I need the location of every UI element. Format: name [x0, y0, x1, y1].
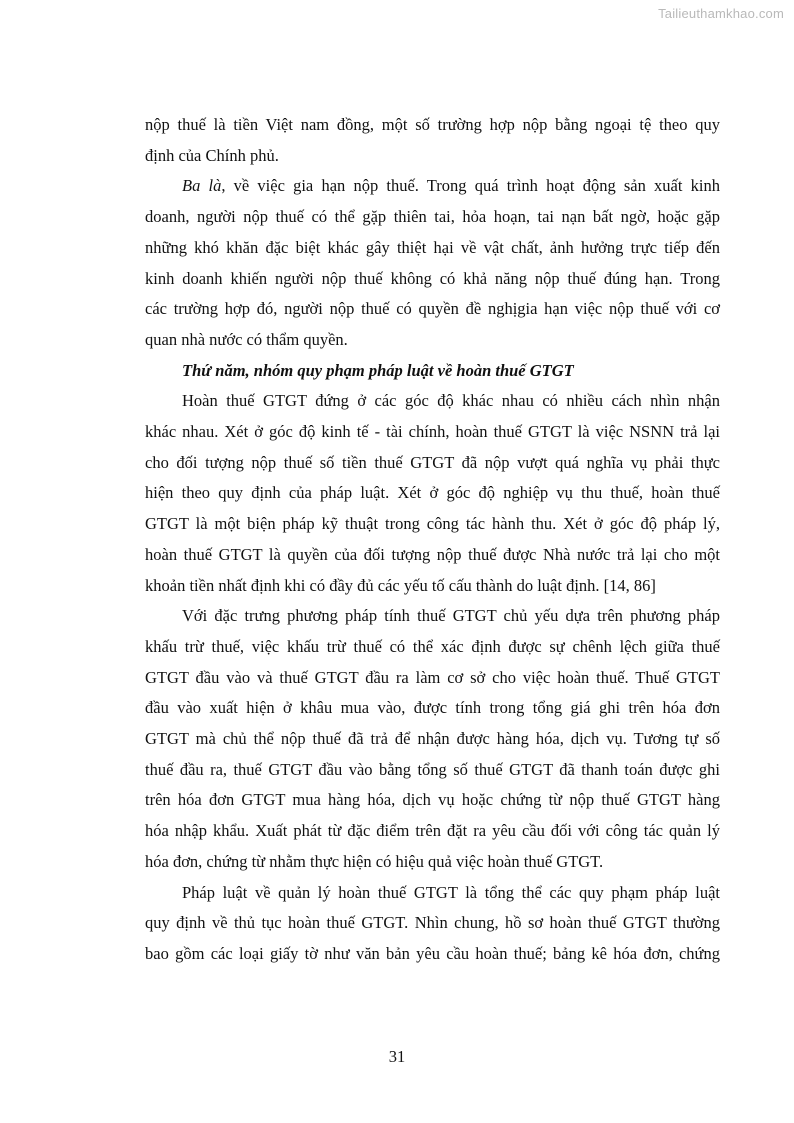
text-line: những khó khăn đặc biệt khác gây thiệt hại về vật chất, ảnh hưởng trực tiếp đến [145, 237, 720, 257]
text-line: Pháp luật về quản lý hoàn thuế GTGT là tổng thể các quy phạm pháp luật [182, 882, 720, 902]
text-line: khác nhau. Xét ở góc độ kinh tế - tài chính, hoàn thuế GTGT là việc NSNN trả lại [145, 422, 720, 442]
text-line: khấu trừ thuế, việc khấu trừ thuế có thể xác định được sự chênh lệch giữa thuế [145, 636, 720, 656]
text-line [145, 171, 720, 202]
paragraph-5 [145, 878, 720, 970]
text-line: đầu vào xuất hiện ở khâu mua vào, được tính trong tổng giá ghi trên hóa đơn [145, 698, 720, 718]
italic-lead: Ba là [182, 176, 222, 196]
text-line: GTGT đầu vào và thuế GTGT đầu ra làm cơ sở cho việc hoàn thuế. Thuế GTGT [145, 667, 720, 687]
text-line: định của Chính phủ. [145, 145, 279, 165]
text-line: quy định về thủ tục hoàn thuế GTGT. Nhìn chung, hồ sơ hoàn thuế GTGT thường [145, 913, 720, 933]
text-line: hoàn thuế GTGT là quyền của đối tượng nộp thuế được Nhà nước trả lại cho một [145, 544, 720, 564]
paragraph-2 [145, 171, 720, 355]
text-line: hóa nhập khẩu. Xuất phát từ đặc điểm trên đặt ra yêu cầu đối với công tác quản lý [145, 821, 720, 841]
text-line: Hoàn thuế GTGT đứng ở các góc độ khác nhau có nhiều cách nhìn nhận [182, 391, 720, 411]
paragraph-3 [145, 386, 720, 601]
text-line: hiện theo quy định của pháp luật. Xét ở góc độ nghiệp vụ thu thuế, hoàn thuế [145, 483, 720, 503]
document-body [145, 110, 720, 970]
text-line: khoản tiền nhất định khi có đầy đủ các yếu tố cấu thành do luật định. [14, 86] [145, 575, 656, 595]
text-line: quan nhà nước có thẩm quyền. [145, 329, 348, 349]
text-line: cho đối tượng nộp thuế số tiền thuế GTGT đã nộp vượt quá nghĩa vụ phải thực [145, 452, 720, 472]
page-number: 31 [388, 1047, 406, 1066]
text-line: GTGT mà chủ thể nộp thuế đã trả để nhận được hàng hóa, dịch vụ. Tương tự số [145, 729, 720, 749]
text-line: Với đặc trưng phương pháp tính thuế GTGT chủ yếu dựa trên phương pháp [182, 606, 720, 626]
text-line: hóa đơn, chứng từ nhằm thực hiện có hiệu quả việc hoàn thuế GTGT. [145, 851, 604, 871]
paragraph-1 [145, 110, 720, 171]
text-line-rest: , về việc gia hạn nộp thuế. Trong quá trình hoạt động sản xuất kinh [221, 176, 720, 196]
text-line: trên hóa đơn GTGT mua hàng hóa, dịch vụ hoặc chứng từ nộp thuế GTGT hàng [145, 790, 720, 810]
section-heading: Thứ năm, nhóm quy phạm pháp luật về hoàn thuế GTGT [182, 360, 574, 380]
text-line: thuế đầu ra, thuế GTGT đầu vào bằng tổng số thuế GTGT đã thanh toán được ghi [145, 759, 720, 779]
watermark: Tailieuthamkhao.com [658, 6, 784, 21]
text-line: các trường hợp đó, người nộp thuế có quyền đề nghịgia hạn việc nộp thuế với cơ [145, 299, 720, 319]
text-line: doanh, người nộp thuế có thể gặp thiên tai, hỏa hoạn, tai nạn bất ngờ, hoặc gặp [145, 207, 720, 227]
text-line: kinh doanh khiến người nộp thuế không có khả năng nộp thuế đúng hạn. Trong [145, 268, 720, 288]
paragraph-4 [145, 601, 720, 877]
text-line: nộp thuế là tiền Việt nam đồng, một số trường hợp nộp bằng ngoại tệ theo quy [145, 115, 720, 134]
text-line: bao gồm các loại giấy tờ như văn bản yêu cầu hoàn thuế; bảng kê hóa đơn, chứng [145, 943, 720, 963]
text-line: GTGT là một biện pháp kỹ thuật trong công tác hành thu. Xét ở góc độ pháp lý, [145, 514, 720, 534]
